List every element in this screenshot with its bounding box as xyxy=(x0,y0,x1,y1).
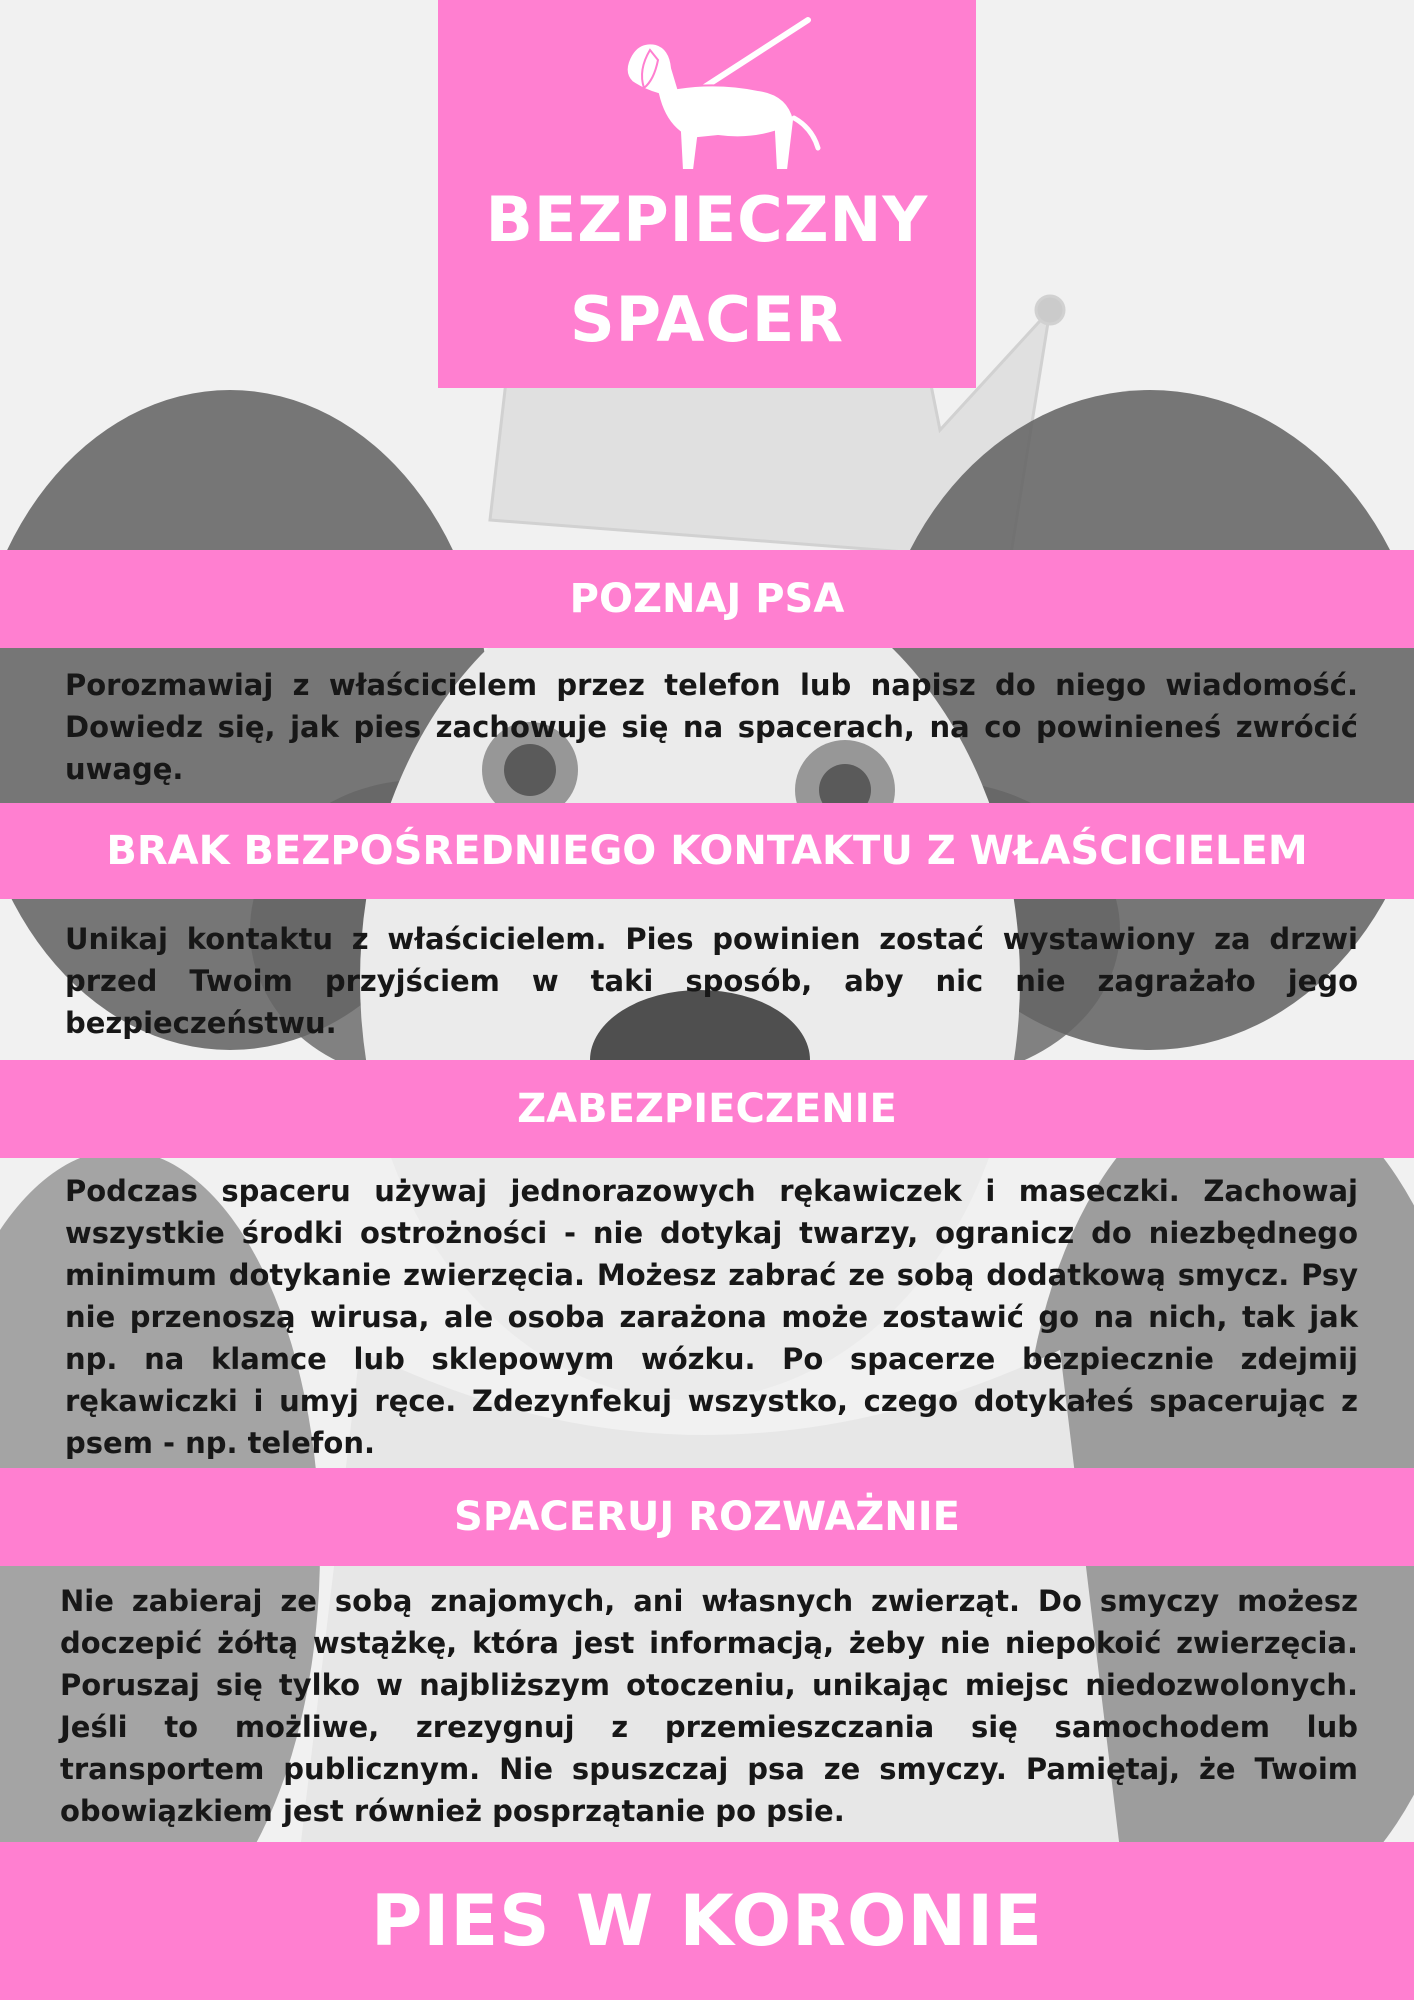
section-text-protection: Podczas spaceru używaj jednorazowych rękawiczek i maseczki. Zachowaj wszystkie środki ostrożności - nie dotykaj twarzy, ogranicz do niezbędnego minimum dotykanie zwierzęcia. Możesz zabrać ze sobą dodatkową smycz. Psy nie przenoszą wirusa, ale osoba zarażona może zostawić go na nich, tak jak np. na klamce lub sklepowym wózku. Po spacerze bezpiecznie zdejmij rękawiczki i umyj ręce. Zdezynfekuj wszystko, czego dotykałeś spacerując z psem - np. telefon. xyxy=(65,1174,1358,1460)
section-heading-text: BRAK BEZPOŚREDNIEGO KONTAKTU Z WŁAŚCICIELEM xyxy=(106,828,1308,874)
section-text-walk-carefully: Nie zabieraj ze sobą znajomych, ani własnych zwierząt. Do smyczy możesz doczepić żółtą wstążkę, która jest informacją, żeby nie niepokoić zwierzęcia. Poruszaj się tylko w najbliższym otoczeniu, unikając miejsc niedozwolonych. Jeśli to możliwe, zrezygnuj z przemieszczania się samochodem lub transportem publicznym. Nie spuszczaj psa ze smyczy. Pamiętaj, że Twoim obowiązkiem jest również posprzątanie po psie. xyxy=(60,1584,1358,1828)
page-title xyxy=(438,170,976,370)
section-heading-no-contact xyxy=(0,803,1414,899)
footer-title-text: PIES W KORONIE xyxy=(371,1880,1043,1962)
section-text-meet-dog: Porozmawiaj z właścicielem przez telefon lub napisz do niego wiadomość. Dowiedz się, jak pies zachowuje się na spacerach, na co powinieneś zwrócić uwagę. xyxy=(65,668,1358,786)
header-block xyxy=(438,0,976,388)
title-line-2: SPACER xyxy=(570,283,844,356)
section-heading-meet-dog xyxy=(0,550,1414,648)
title-line-1: BEZPIECZNY xyxy=(485,183,929,256)
section-heading-protection xyxy=(0,1060,1414,1158)
section-heading-walk-carefully xyxy=(0,1468,1414,1566)
section-text-no-contact: Unikaj kontaktu z właścicielem. Pies powinien zostać wystawiony za drzwi przed Twoim przyjściem w taki sposób, aby nic nie zagrażało jego bezpieczeństwu. xyxy=(65,922,1358,1040)
dachshund-on-leash-icon xyxy=(598,10,828,175)
section-heading-text: POZNAJ PSA xyxy=(569,576,845,622)
footer-title xyxy=(0,1842,1414,2000)
section-heading-text: SPACERUJ ROZWAŻNIE xyxy=(454,1494,960,1540)
section-heading-text: ZABEZPIECZENIE xyxy=(517,1086,897,1132)
